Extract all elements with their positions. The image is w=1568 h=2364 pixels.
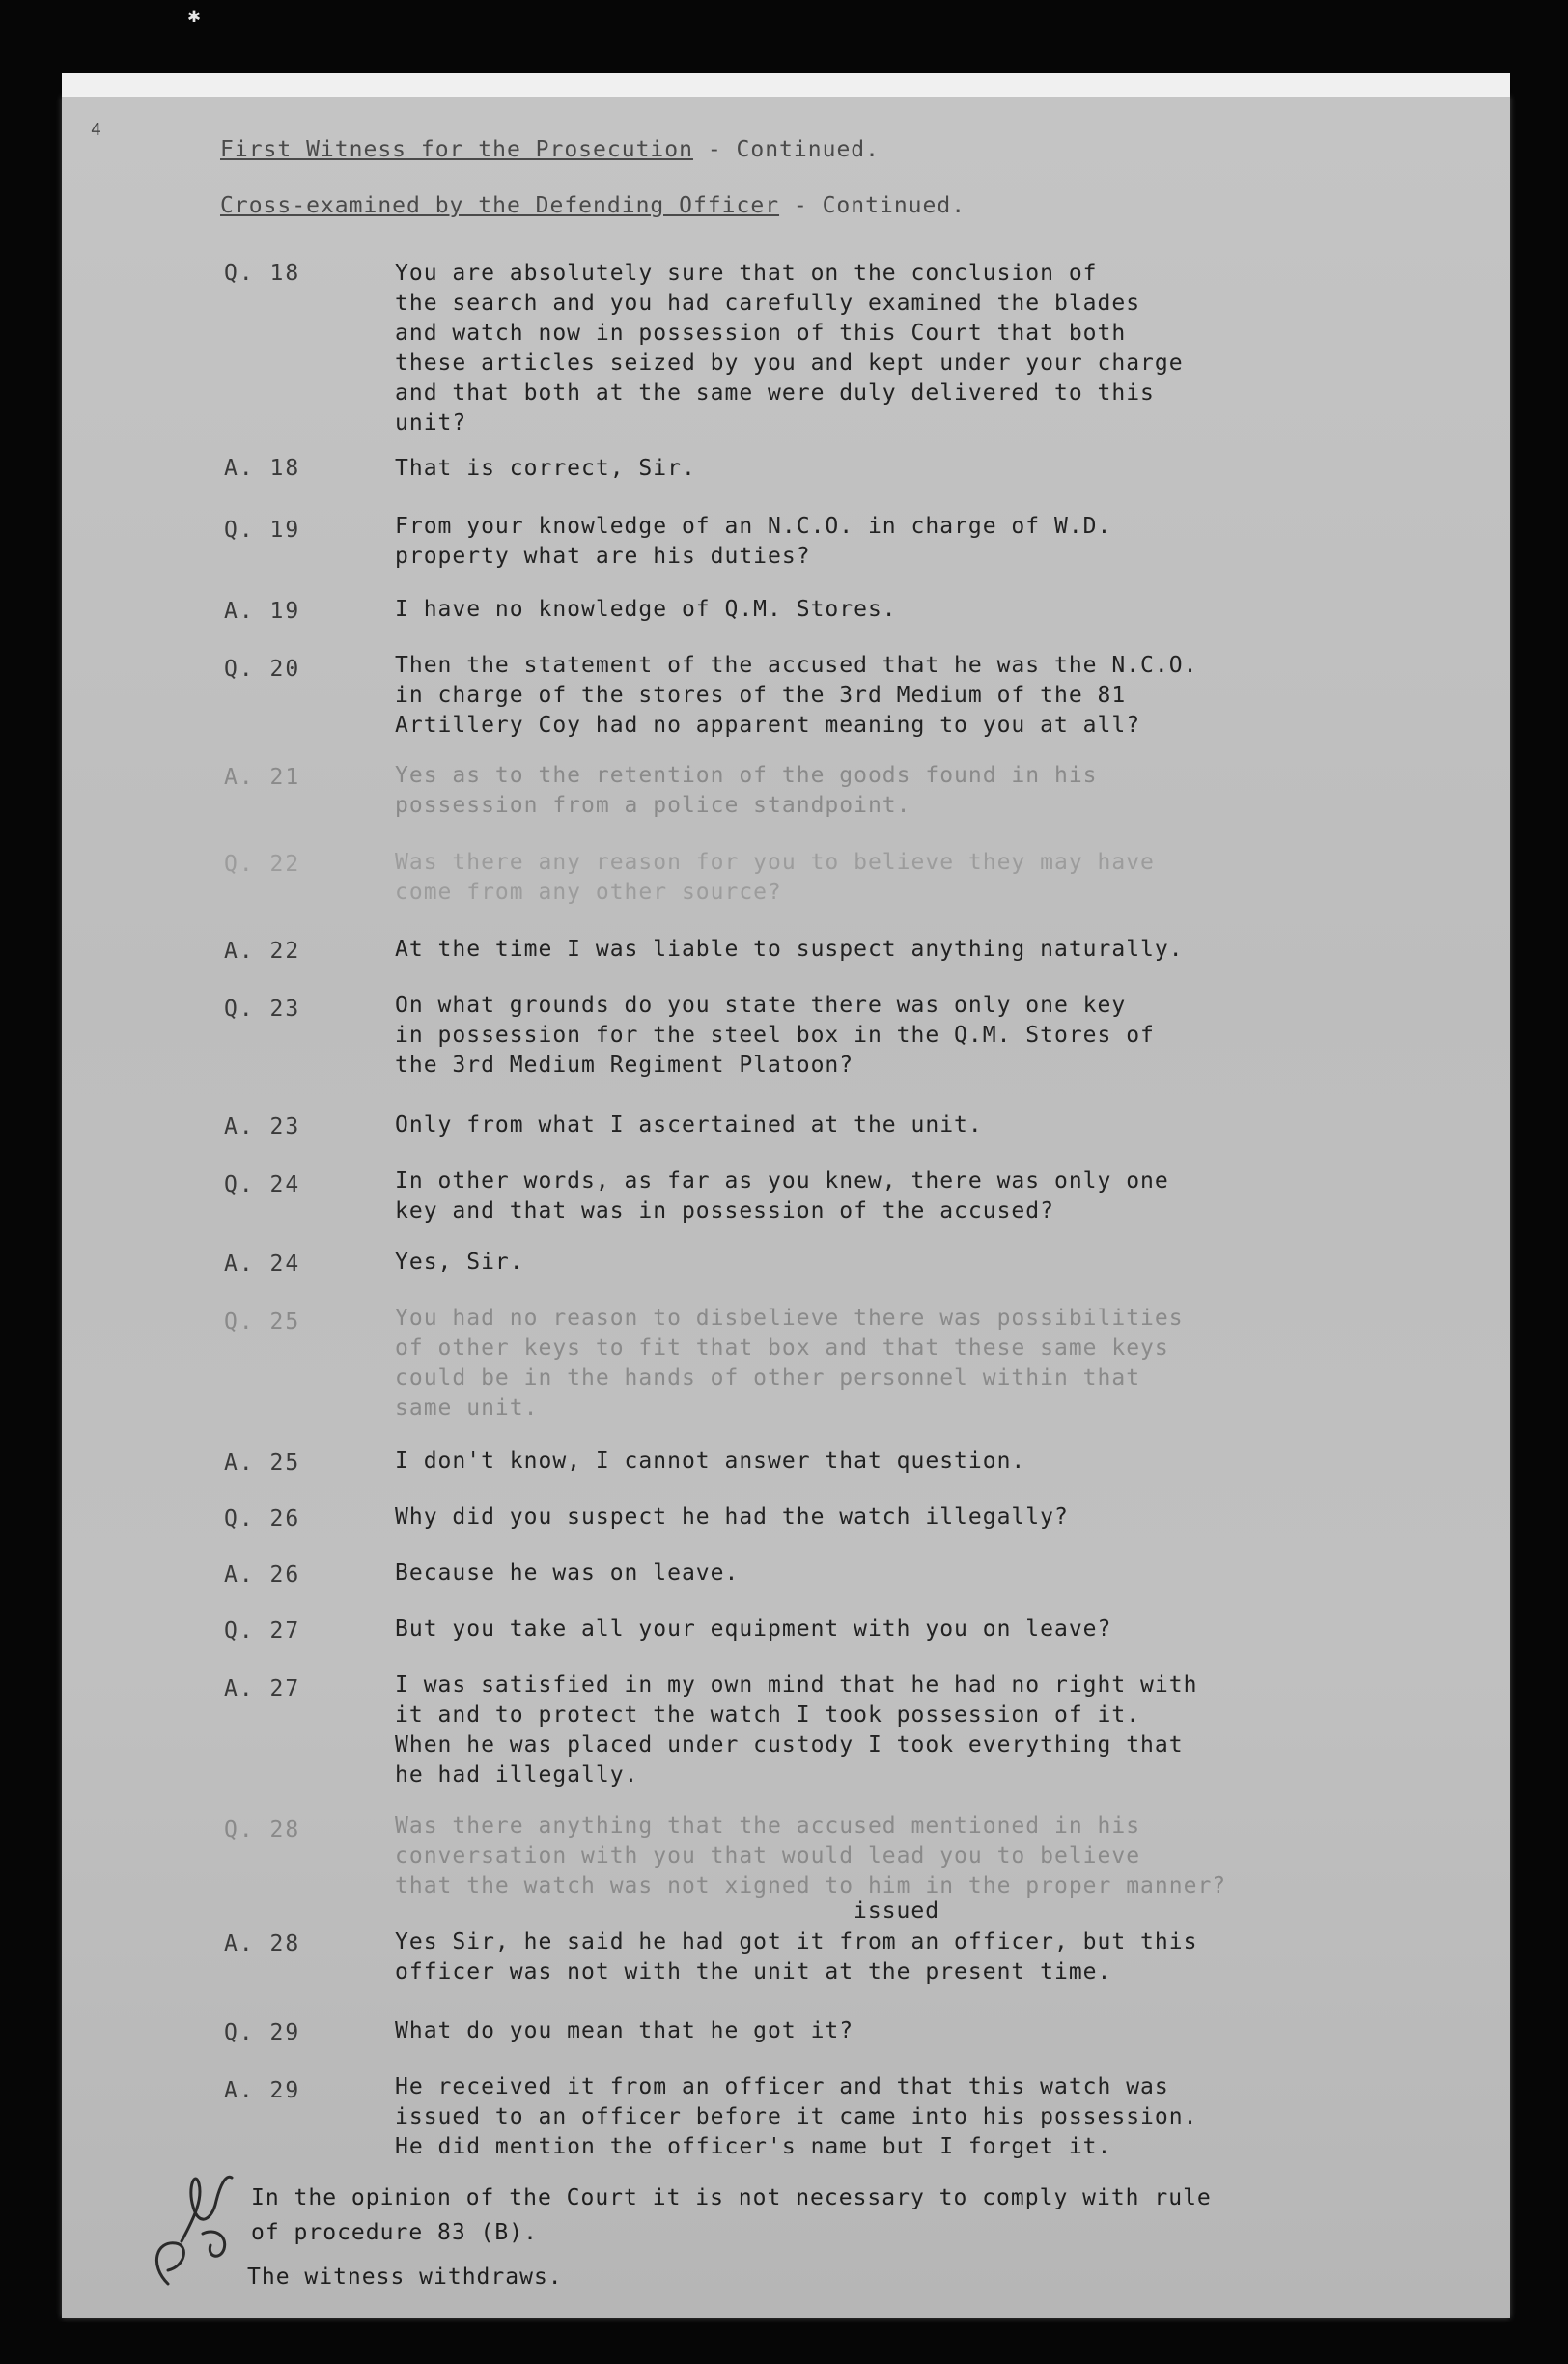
entry-label: Q. 23 bbox=[224, 997, 301, 1022]
entry-label: Q. 24 bbox=[224, 1172, 301, 1197]
entry-text: Then the statement of the accused that he was the N.C.O. in charge of the stores of the 3rd Medium of the 81 Artillery Coy had no apparent meaning to you at all? bbox=[395, 653, 1198, 738]
page-number: 4 bbox=[91, 120, 101, 140]
entry-label: A. 21 bbox=[224, 765, 301, 790]
entry-text: Only from what I ascertained at the unit. bbox=[395, 1112, 983, 1138]
entry-label: Q. 26 bbox=[224, 1506, 301, 1532]
cross-heading-suffix: - Continued. bbox=[779, 193, 966, 218]
entry-label: A. 28 bbox=[224, 1931, 301, 1956]
entry-text: He received it from an officer and that this watch was issued to an officer before it came into his possession. He did mention the officer's name but I forget it. bbox=[395, 2074, 1198, 2159]
court-opinion-line2: of procedure 83 (B). bbox=[251, 2220, 538, 2245]
entry-text: Yes, Sir. bbox=[395, 1250, 524, 1275]
witness-heading-suffix: - Continued. bbox=[692, 137, 880, 162]
entry-label: Q. 27 bbox=[224, 1618, 301, 1644]
entry-label: A. 18 bbox=[224, 456, 301, 481]
entry-label: Q. 28 bbox=[224, 1817, 301, 1843]
entry-text: Yes as to the retention of the goods found in his possession from a police standpoint. bbox=[395, 763, 1098, 818]
entry-label: A. 29 bbox=[224, 2078, 301, 2103]
entry-text: I don't know, I cannot answer that question. bbox=[395, 1449, 1026, 1474]
entry-label: A. 25 bbox=[224, 1450, 301, 1476]
entry-text: Was there any reason for you to believe they may have come from any other source? bbox=[395, 850, 1155, 905]
entry-text: Yes Sir, he said he had got it from an officer, but this officer was not with the unit at the present time. bbox=[395, 1929, 1198, 1984]
entry-label: A. 24 bbox=[224, 1252, 301, 1277]
page-top-strip bbox=[62, 73, 1510, 97]
entry-label: Q. 25 bbox=[224, 1309, 301, 1335]
entry-label: A. 19 bbox=[224, 599, 301, 624]
entry-text: That is correct, Sir. bbox=[395, 456, 696, 481]
entry-text: Because he was on leave. bbox=[395, 1561, 740, 1586]
scan-speck: ✱ bbox=[187, 4, 201, 28]
entry-text: But you take all your equipment with you on leave? bbox=[395, 1617, 1112, 1642]
witness-withdraws: The witness withdraws. bbox=[247, 2265, 563, 2290]
entry-label: Q. 22 bbox=[224, 852, 301, 877]
entry-label: A. 26 bbox=[224, 1562, 301, 1588]
entry-label: A. 27 bbox=[224, 1676, 301, 1702]
insertion-correction: issued bbox=[854, 1899, 940, 1924]
entry-text: At the time I was liable to suspect anything naturally. bbox=[395, 937, 1184, 962]
entry-text: You are absolutely sure that on the conclusion of the search and you had carefully examined the blades and watch now in possession of this Court that both these articles seized by you and kept under your charge and that both at the same were duly delivered to this unit? bbox=[395, 261, 1184, 436]
entry-label: A. 23 bbox=[224, 1114, 301, 1140]
cross-heading-text: Cross-examined by the Defending Officer bbox=[220, 193, 780, 218]
entry-text: On what grounds do you state there was only one key in possession for the steel box in the Q.M. Stores of the 3rd Medium Regiment Platoon? bbox=[395, 993, 1155, 1078]
section-heading-witness bbox=[220, 137, 880, 162]
handwritten-initials-signature bbox=[139, 2149, 245, 2294]
section-heading-cross bbox=[220, 193, 966, 218]
entry-label: Q. 20 bbox=[224, 657, 301, 682]
entry-text: In other words, as far as you knew, there was only one key and that was in possession of the accused? bbox=[395, 1168, 1169, 1224]
entry-text: What do you mean that he got it? bbox=[395, 2018, 854, 2043]
entry-text: I was satisfied in my own mind that he had no right with it and to protect the watch I took possession of it. When he was placed under custody I took everything that he had illegally. bbox=[395, 1673, 1198, 1787]
document-page bbox=[62, 97, 1510, 2318]
entry-label: Q. 19 bbox=[224, 518, 301, 543]
entry-text: Why did you suspect he had the watch illegally? bbox=[395, 1505, 1069, 1530]
entry-text: Was there anything that the accused mentioned in his conversation with you that would lead you to believe that the watch was not xigned to him in the proper manner? bbox=[395, 1814, 1227, 1899]
entry-text: I have no knowledge of Q.M. Stores. bbox=[395, 597, 897, 622]
witness-heading-text: First Witness for the Prosecution bbox=[220, 137, 693, 162]
entry-label: A. 22 bbox=[224, 939, 301, 964]
court-opinion-line1: In the opinion of the Court it is not necessary to comply with rule bbox=[251, 2185, 1212, 2210]
entry-text: You had no reason to disbelieve there was possibilities of other keys to fit that box and that these same keys could be in the hands of other personnel within that same unit. bbox=[395, 1306, 1184, 1421]
entry-label: Q. 29 bbox=[224, 2020, 301, 2045]
entry-text: From your knowledge of an N.C.O. in charge of W.D. property what are his duties? bbox=[395, 514, 1112, 569]
entry-label: Q. 18 bbox=[224, 261, 301, 286]
